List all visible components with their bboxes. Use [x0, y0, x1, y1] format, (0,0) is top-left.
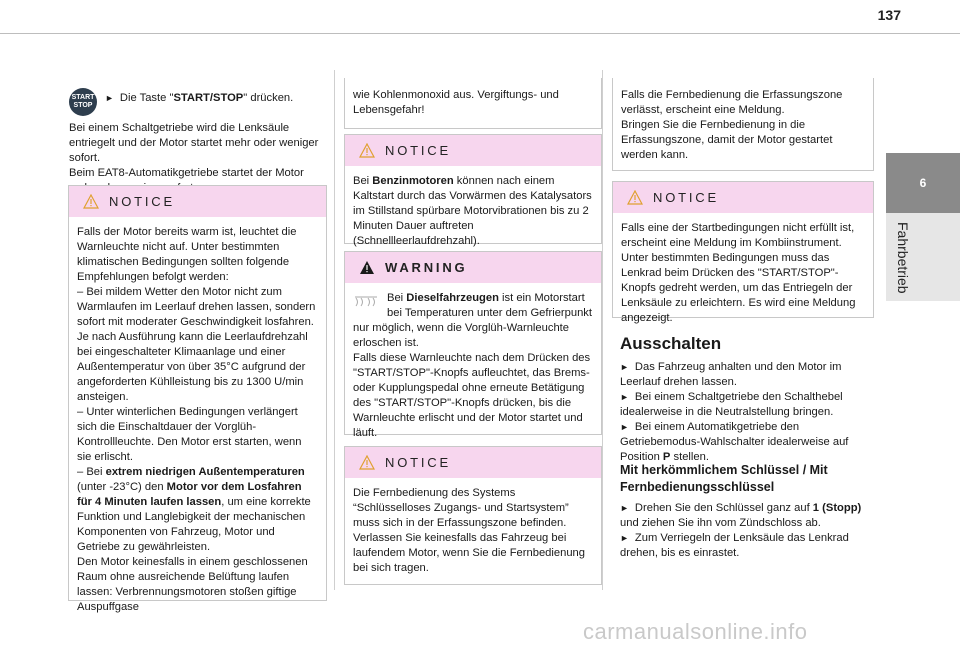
notice-box — [344, 134, 602, 247]
notice-box — [344, 446, 602, 585]
warning-filled-icon — [359, 260, 375, 275]
warning-box — [344, 251, 602, 439]
arrow-right-icon: ► — [620, 362, 629, 372]
warning-header — [345, 252, 601, 283]
notice-title: NOTICE — [385, 143, 451, 158]
warning-triangle-icon — [627, 190, 643, 205]
chapter-tab[interactable] — [886, 153, 960, 213]
notice-body: Bei Benzinmotoren können nach einem Kaltstart durch das Vorwärmen des Katalysators im Stillstand spürbare Motorvibrationen bis zu 2 Minuten Dauer auftreten (Schnellleerlaufdrehzahl). — [353, 175, 592, 247]
arrow-right-icon: ► — [620, 422, 629, 432]
notice-title: NOTICE — [385, 455, 451, 470]
intro-text: Bei einem Schaltgetriebe wird die Lenksäule entriegelt und der Motor startet mehr oder weniger sofort. Beim EAT8-Automatikgetriebe startet der Motor — [69, 122, 319, 179]
warning-triangle-icon — [83, 194, 99, 209]
section-heading: Ausschalten — [620, 334, 722, 353]
notice-title: NOTICE — [653, 190, 719, 205]
continued-box: wie Kohlenmonoxid aus. Vergiftungs- und Lebensgefahr! — [344, 78, 602, 129]
warning-triangle-icon — [359, 143, 375, 158]
notice-box — [68, 185, 327, 613]
notice-header — [345, 135, 601, 166]
start-stop-icon: START STOP — [69, 88, 97, 116]
shutdown-steps: ► Das Fahrzeug anhalten und den Motor im Leerlauf drehen lassen. ► Bei einem Schaltgetriebe den Schalthebel idealerweise in die Neutralstellung bringen. ► Bei einem Automatikgetriebe den Getriebemodus-Wahlschalter idealerweise auf Position P stellen. — [620, 361, 849, 463]
subsection-heading: Mit herkömmlichem Schlüssel / Mit Fernbedienungsschlüssel — [620, 463, 828, 494]
glow-plug-icon — [353, 295, 379, 309]
notice-body: Falls eine der Startbedingungen nicht erfüllt ist, erscheint eine Meldung im Kombiinstrument. Unter bestimmten Bedingungen muss das Lenkrad beim Drücken des "START/STOP"-Knopfs gedreht werden, um das Entriegeln der Lenksäule zu erleichtern. Es wird eine Meldung angezeigt. — [621, 222, 856, 324]
column-divider — [602, 70, 603, 590]
arrow-right-icon: ► — [105, 93, 114, 103]
notice-header — [69, 186, 326, 217]
top-divider — [0, 33, 960, 34]
notice-header — [345, 447, 601, 478]
warning-triangle-icon — [359, 455, 375, 470]
notice-box — [612, 181, 874, 324]
arrow-right-icon: ► — [620, 533, 629, 543]
arrow-right-icon: ► — [620, 503, 629, 513]
column-divider — [334, 70, 335, 590]
notice-body: Die Fernbedienung des Systems “Schlüsselloses Zugangs- und Startsystem” muss sich in der Erfassungszone befinden. Verlassen Sie keinesfalls das Fahrzeug bei laufendem Motor, wenn Sie die Fernbedienung bei sich tragen. — [353, 487, 585, 574]
step-start: ► Die Taste "START/STOP" drücken. — [105, 92, 294, 104]
notice-body: Falls der Motor bereits warm ist, leuchtet die Warnleuchte nicht auf. Unter bestimmten klimatischen Bedingungen sollten folgende Empfehlungen befolgt werden: – Bei mildem Wetter den Motor nicht zum Warmlaufen im Leerlauf drehen lassen, sondern sofort mit moderater Geschwindigkeit losfahren. Je nach Ausführung kann die Leerlaufdrehzahl bei eingeschalteter Klimaanlage und einer Außentemperatur von über 35°C aufgrund der angeforderten Kühlleistung bis zu 1300 U/min ansteigen. – Unter winterlichen Bedingungen verlängert sich die Einschaltdauer der Vorglüh-Kontrollleuchte. Den Motor erst starten, wenn sie erlischt. – Bei extrem niedrigen Außentemperaturen (unter -23°C) den Motor vor dem Losfahren für 4 Minuten laufen lassen, um eine korrekte Funktion und Langlebigkeit der mechanischen Komponenten von Fahrzeug, Motor und Getriebe zu gewährleisten. Den Motor keinesfalls in einem geschlossenen Raum ohne ausreichende Belüftung laufen lassen: Verbrennungsmotoren stoßen giftige Auspuffgase — [77, 226, 316, 613]
continued-box: Falls die Fernbedienung die Erfassungszone verlässt, erscheint eine Meldung. Bringen Sie die Fernbedienung in die Erfassungszone, damit der Motor gestartet werden kann. — [612, 78, 874, 171]
page-number: 137 — [877, 7, 901, 23]
chapter-number: 6 — [919, 176, 927, 190]
chapter-label: Fahrbetrieb — [895, 222, 911, 294]
arrow-right-icon: ► — [620, 392, 629, 402]
key-steps: ► Drehen Sie den Schlüssel ganz auf 1 (Stopp) und ziehen Sie ihn vom Zündschloss ab. ► Zum Verriegeln der Lenksäule das Lenkrad drehen, bis es einrastet. — [620, 502, 862, 559]
warning-body: Bei Dieselfahrzeugen ist ein Motorstart bei Temperaturen unter dem Gefrierpunkt nur möglich, wenn die Vorglüh-Warnleuchte erloschen ist. Falls diese Warnleuchte nach dem Drücken des "START/STOP"-Knopfs aufleuchtet, das Brems- oder Kupplungspedal ohne erneute Betätigung des "START/STOP"-Knopfs drücken, bis die Warnleuchte erlischt und der Motor startet und läuft. — [353, 292, 593, 439]
watermark: carmanualsonline.info — [583, 619, 808, 644]
notice-header — [613, 182, 873, 213]
warning-title: WARNING — [385, 260, 468, 275]
notice-title: NOTICE — [109, 194, 175, 209]
